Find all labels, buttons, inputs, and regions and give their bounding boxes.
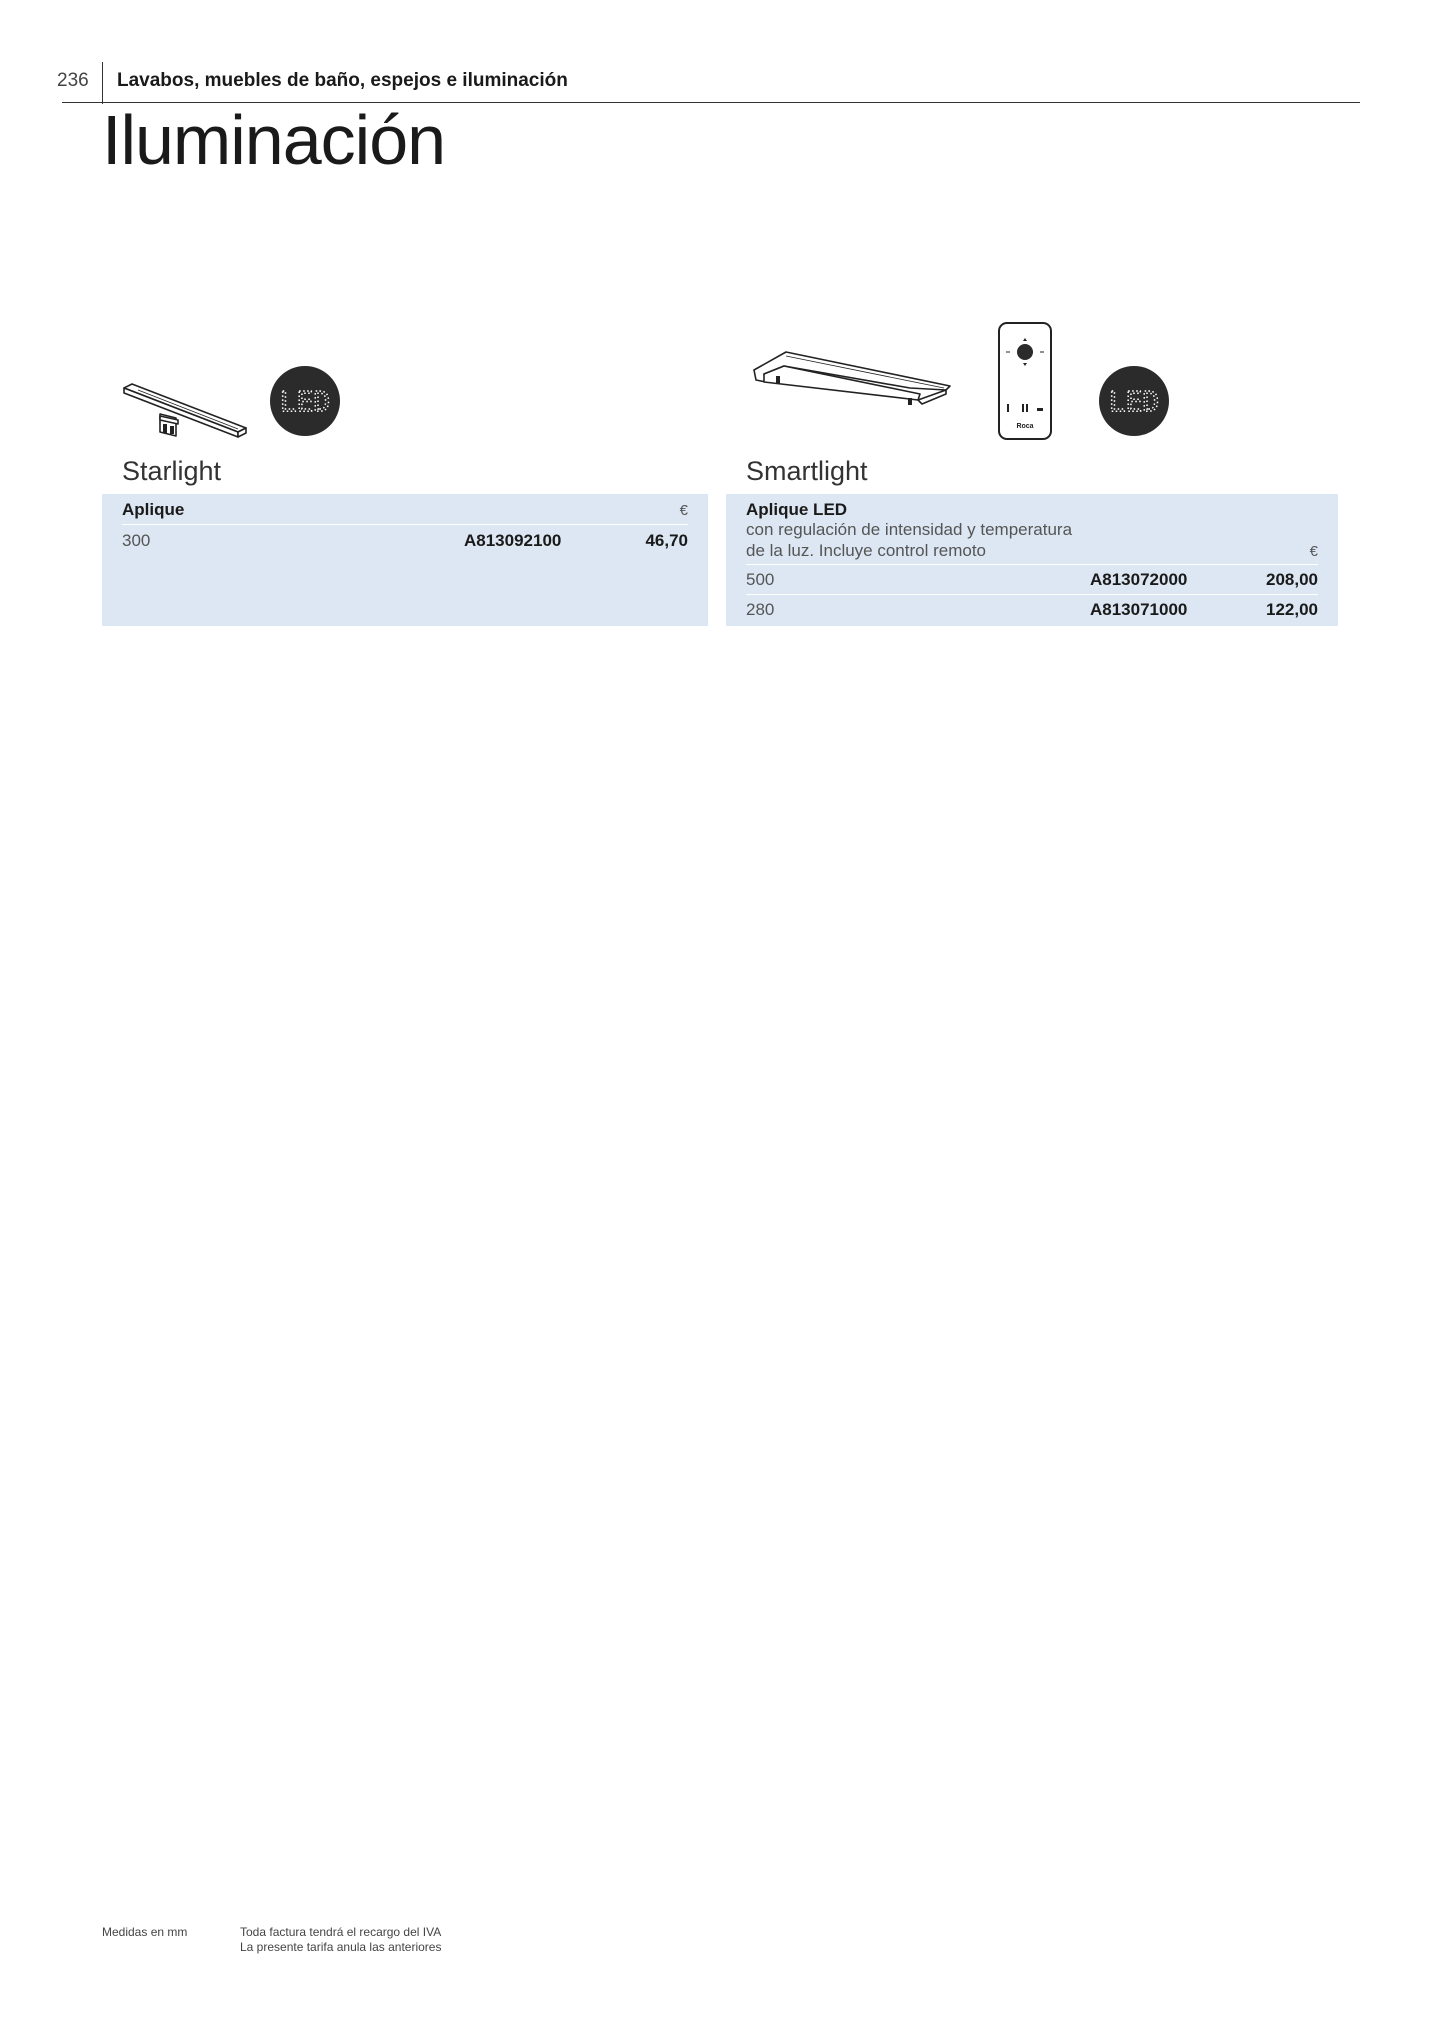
code-cell: A813092100 (464, 531, 562, 550)
product-name-smartlight: Smartlight (746, 456, 868, 486)
led-badge-label: LED (279, 385, 331, 418)
size-cell: 500 (746, 570, 775, 589)
code-cell: A813071000 (1090, 600, 1188, 619)
table-row (746, 570, 1318, 592)
footer-note-line1: Toda factura tendrá el recargo del IVA (240, 1925, 442, 1939)
footer-units: Medidas en mm (102, 1925, 188, 1939)
price-cell: 208,00 (1266, 570, 1318, 589)
price-cell: 122,00 (1266, 600, 1318, 619)
led-badge-label: LED (1108, 385, 1160, 418)
table-row (746, 600, 1318, 622)
table-description-line2: de la luz. Incluye control remoto (746, 541, 987, 560)
smartlight-price-table (726, 494, 1338, 626)
led-badge-icon (1099, 366, 1169, 436)
page-title: Iluminación (102, 101, 446, 179)
size-cell: 280 (746, 600, 775, 619)
starlight-lamp-illustration (118, 380, 250, 442)
footer-note-line2: La presente tarifa anula las anteriores (240, 1940, 442, 1954)
starlight-price-table (102, 494, 708, 626)
remote-buttons-icon (1000, 324, 1050, 438)
smartlight-lamp-illustration (750, 346, 956, 410)
row-divider (122, 524, 688, 525)
code-cell: A813072000 (1090, 570, 1188, 589)
price-cell: 46,70 (645, 531, 688, 550)
led-badge-icon (270, 366, 340, 436)
remote-brand-logo: Roca (1016, 423, 1034, 430)
remote-control-illustration (998, 322, 1052, 440)
row-divider (746, 594, 1318, 595)
table-heading: Aplique (122, 500, 185, 519)
table-row (122, 531, 688, 553)
section-title: Lavabos, muebles de baño, espejos e iluminación (117, 70, 568, 91)
currency-symbol: € (1309, 543, 1318, 560)
header-divider (102, 62, 103, 104)
currency-symbol: € (679, 502, 688, 519)
table-description-line1: con regulación de intensidad y temperatura (746, 520, 1073, 539)
product-name-starlight: Starlight (122, 456, 222, 486)
table-heading: Aplique LED (746, 500, 848, 519)
page-number: 236 (57, 70, 89, 91)
size-cell: 300 (122, 531, 151, 550)
row-divider (746, 564, 1318, 565)
